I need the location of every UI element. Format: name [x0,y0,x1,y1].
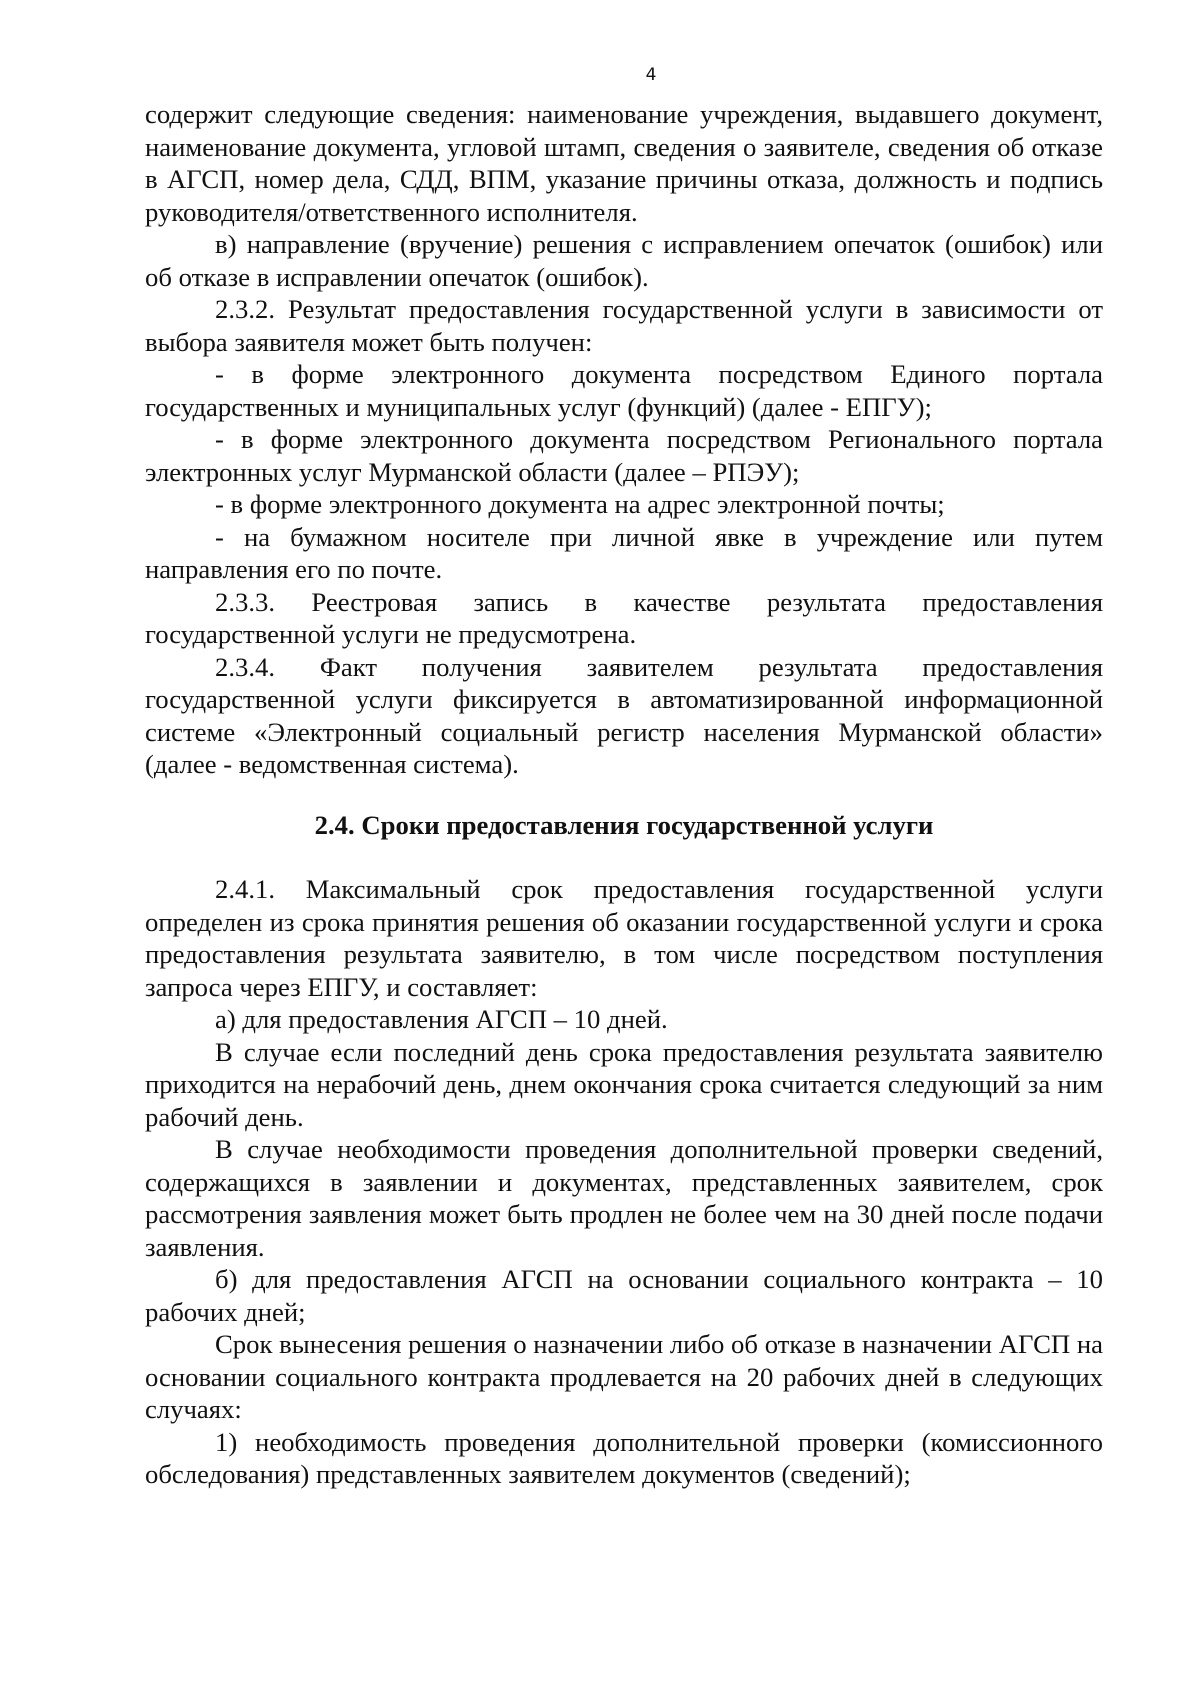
page-number: 4 [645,65,657,85]
list-item-1: 1) необходимость проведения дополнительной проверки (комиссионного обследования) представленных заявителем документов (сведений); [145,1426,1103,1489]
paragraph-extension-20-days: Срок вынесения решения о назначении либо об отказе в назначении АГСП на основании социального контракта продлевается на 20 рабочих дней в следующих случаях: [145,1329,1103,1424]
section-heading: 2.4. Сроки предоставления государственной услуги [314,809,934,840]
list-item-epgu: - в форме электронного документа посредством Единого портала государственных и муниципальных услуг (функций) (далее - ЕПГУ); [145,359,1103,422]
paragraph-2-3-4: 2.3.4. Факт получения заявителем результата предоставления государственной услуги фиксируется в автоматизированной информационной системе «Электронный социальный регистр населения Мурманской области» (далее - ведомственная система). [145,651,1103,779]
list-item-paper: - на бумажном носителе при личной явке в учреждение или путем направления его по почте. [145,521,1103,584]
paragraph-2-4-1: 2.4.1. Максимальный срок предоставления государственной услуги определен из срока принятия решения об оказании государственной услуги и срока предоставления результата заявителю, в том числе посредством поступления запроса через ЕПГУ, и составляет: [145,874,1103,1002]
paragraph-2-3-2: 2.3.2. Результат предоставления государственной услуги в зависимости от выбора заявителя может быть получен: [145,294,1103,357]
paragraph-extension-30-days: В случае необходимости проведения дополнительной проверки сведений, содержащихся в заявлении и документах, представленных заявителем, срок рассмотрения заявления может быть продлен не более чем на 30 дней после подачи заявления. [145,1134,1103,1262]
list-item-rpeu: - в форме электронного документа посредством Регионального портала электронных услуг Мурманской области (далее – РПЭУ); [145,424,1103,487]
list-item-email: - в форме электронного документа на адрес электронной почты; [215,489,945,519]
paragraph-2-3-3: 2.3.3. Реестровая запись в качестве результата предоставления государственной услуги не предусмотрена. [145,586,1103,649]
paragraph-item-a: а) для предоставления АГСП – 10 дней. [215,1004,668,1034]
paragraph-weekend-rule: В случае если последний день срока предоставления результата заявителю приходится на нерабочий день, днем окончания срока считается следующий за ним рабочий день. [145,1036,1103,1132]
paragraph-item-v: в) направление (вручение) решения с исправлением опечаток (ошибок) или об отказе в исправлении опечаток (ошибок). [145,229,1103,292]
paragraph-item-b: б) для предоставления АГСП на основании социального контракта – 10 рабочих дней; [145,1264,1103,1327]
paragraph-result-contents: содержит следующие сведения: наименование учреждения, выдавшего документ, наименование документа, угловой штамп, сведения о заявителе, сведения об отказе в АГСП, номер дела, СДД, ВПМ, указание причины отказа, должность и подпись руководителя/ответственного исполнителя. [145,99,1103,227]
